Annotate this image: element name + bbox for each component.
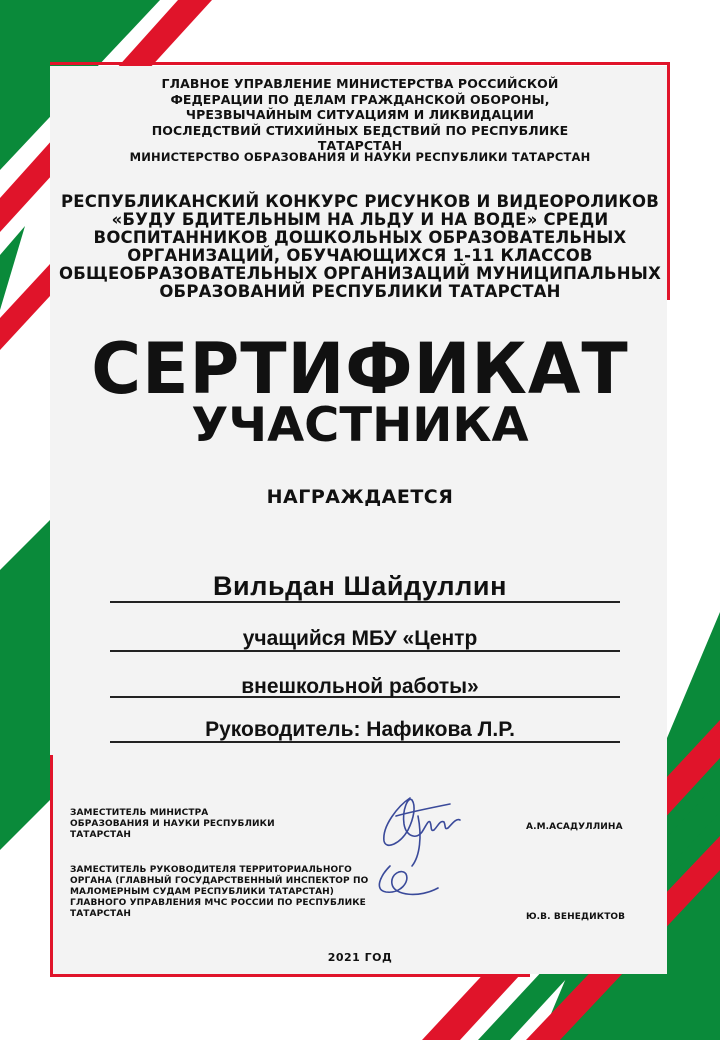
recipient-role-line-1: учащийся МБУ «Центр [242, 627, 478, 650]
supervisor-line: Руководитель: Нафикова Л.Р. [205, 718, 515, 741]
certificate-year: 2021 ГОД [327, 951, 393, 964]
frame-line-bottom [50, 974, 530, 977]
certificate-title: СЕРТИФИКАТ [91, 328, 629, 410]
signatory-1-title: ЗАМЕСТИТЕЛЬ МИНИСТРА ОБРАЗОВАНИЯ И НАУКИ РЕСПУБЛИКИ ТАТАРСТАН [70, 808, 275, 840]
signatory-1-name: А.М.АСАДУЛЛИНА [526, 822, 623, 832]
awarded-label: НАГРАЖДАЕТСЯ [266, 486, 454, 508]
frame-line-left [50, 755, 53, 977]
stripe-green-left-band [0, 520, 50, 850]
signatory-2-name: Ю.В. ВЕНЕДИКТОВ [526, 912, 626, 922]
agency-header: ГЛАВНОЕ УПРАВЛЕНИЕ МИНИСТЕРСТВА РОССИЙСКОЙ ФЕДЕРАЦИИ ПО ДЕЛАМ ГРАЖДАНСКОЙ ОБОРОНЫ, ЧРЕЗВЫЧАЙНЫМ СИТУАЦИЯМ И ЛИКВИДАЦИИ ПОСЛЕДСТВИЙ СТИХИЙНЫХ БЕДСТВИЙ ПО РЕСПУБЛИКЕ ТАТАРСТАН [151, 76, 569, 153]
recipient-role-line-2: внешкольной работы» [241, 675, 479, 698]
contest-title: РЕСПУБЛИКАНСКИЙ КОНКУРС РИСУНКОВ И ВИДЕОРОЛИКОВ «БУДУ БДИТЕЛЬНЫМ НА ЛЬДУ И НА ВОДЕ» СРЕДИ ВОСПИТАННИКОВ ДОШКОЛЬНЫХ ОБРАЗОВАТЕЛЬНЫХ ОРГАНИЗАЦИЙ, ОБУЧАЮЩИХСЯ 1-11 КЛАССОВ ОБЩЕОБРАЗОВАТЕЛЬНЫХ ОРГАНИЗАЦИЙ МУНИЦИПАЛЬНЫХ ОБРАЗОВАНИЙ РЕСПУБЛИКИ ТАТАРСТАН [58, 192, 662, 301]
certificate-subtitle: УЧАСТНИКА [191, 398, 529, 453]
signatory-2-title: ЗАМЕСТИТЕЛЬ РУКОВОДИТЕЛЯ ТЕРРИТОРИАЛЬНОГО ОРГАНА (ГЛАВНЫЙ ГОСУДАРСТВЕННЫЙ ИНСПЕКТОР ПО МАЛОМЕРНЫМ СУДАМ РЕСПУБЛИКИ ТАТАРСТАН) ГЛАВНОГО УПРАВЛЕНИЯ МЧС РОССИИ ПО РЕСПУБЛИКЕ ТАТАРСТАН [70, 865, 369, 919]
frame-line-top [50, 62, 670, 65]
signature-icon [360, 786, 500, 911]
recipient-name: Вильдан Шайдуллин [212, 571, 508, 601]
ministry-header: МИНИСТЕРСТВО ОБРАЗОВАНИЯ И НАУКИ РЕСПУБЛИКИ ТАТАРСТАН [129, 150, 591, 164]
